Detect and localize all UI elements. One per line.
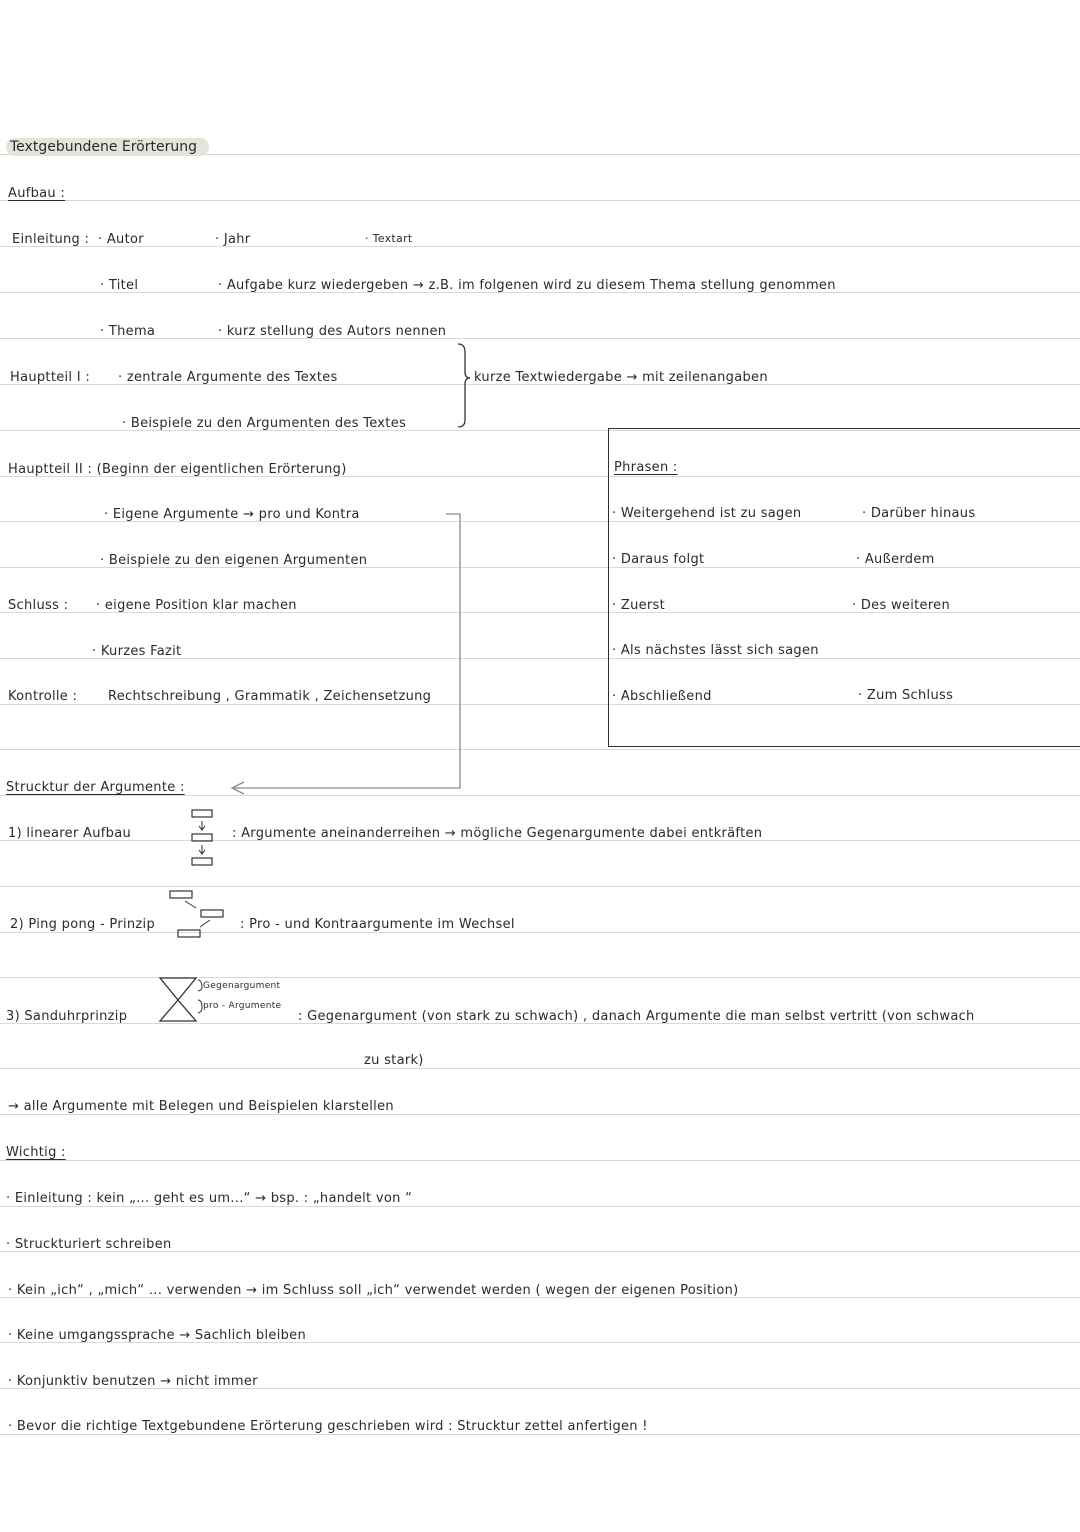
wichtig-item: · Struckturiert schreiben [6, 1237, 172, 1252]
phrasen-heading: Phrasen : [614, 460, 678, 475]
struktur-item-text: : Pro - und Kontraargumente im Wechsel [240, 917, 515, 932]
einleitung-autor: · Autor [98, 232, 144, 247]
struktur-note: → alle Argumente mit Belegen und Beispielen klarstellen [8, 1099, 394, 1114]
wichtig-heading: Wichtig : [6, 1145, 66, 1160]
linear-diagram [192, 810, 212, 865]
schluss-item: · Kurzes Fazit [92, 644, 182, 659]
aufbau-heading: Aufbau : [8, 186, 66, 201]
kontrolle-text: Rechtschreibung , Grammatik , Zeichensetzung [108, 689, 432, 704]
phrase-item: · Als nächstes lässt sich sagen [612, 643, 819, 658]
phrase-item: · Zuerst [612, 598, 666, 613]
phrase-item: · Daraus folgt [612, 552, 705, 567]
wichtig-item: · Kein „ich“ , „mich“ ... verwenden → im Schluss soll „ich“ verwendet werden ( wegen der eigenen Position) [8, 1283, 739, 1298]
hauptteil2-item: · Eigene Argumente → pro und Kontra [104, 507, 360, 522]
sanduhr-label-gegen: Gegenargument [203, 981, 281, 991]
connector-line [234, 514, 460, 788]
struktur-item-text: : Argumente aneinanderreihen → mögliche Gegenargumente dabei entkräften [232, 826, 763, 841]
hauptteil1-bracket [458, 344, 470, 427]
hauptteil2-item: · Beispiele zu den eigenen Argumenten [100, 553, 368, 568]
hauptteil2-label: Hauptteil II : (Beginn der eigentlichen Erörterung) [8, 462, 347, 477]
page-title: Textgebundene Erörterung [6, 138, 209, 156]
schluss-label: Schluss : [8, 598, 69, 613]
phrase-item: · Darüber hinaus [862, 506, 976, 521]
struktur-item-label: 1) linearer Aufbau [8, 826, 132, 841]
einleitung-label: Einleitung : [12, 232, 90, 247]
pingpong-diagram [170, 891, 223, 937]
phrase-item: · Des weiteren [852, 598, 951, 613]
einleitung-jahr: · Jahr [215, 232, 251, 247]
wichtig-item: · Konjunktiv benutzen → nicht immer [8, 1374, 258, 1389]
hauptteil1-item: · Beispiele zu den Argumenten des Textes [122, 416, 407, 431]
hourglass-diagram [160, 978, 202, 1021]
einleitung-titel: · Titel [100, 278, 139, 293]
einleitung-textart: · Textart [365, 232, 413, 245]
struktur-item-label: 3) Sanduhrprinzip [6, 1009, 128, 1024]
struktur-item-label: 2) Ping pong - Prinzip [10, 917, 156, 932]
phrase-item: · Außerdem [856, 552, 935, 567]
phrase-item: · Abschließend [612, 689, 712, 704]
struktur-item-text: : Gegenargument (von stark zu schwach) , danach Argumente die man selbst vertritt (von schwach [298, 1009, 975, 1024]
einleitung-aufgabe: · Aufgabe kurz wiedergeben → z.B. im folgenen wird zu diesem Thema stellung genommen [218, 278, 836, 293]
struktur-item-text-cont: zu stark) [364, 1053, 424, 1068]
wichtig-item: · Bevor die richtige Textgebundene Erörterung geschrieben wird : Strucktur zettel anfertigen ! [8, 1419, 648, 1434]
hauptteil1-item: · zentrale Argumente des Textes [118, 370, 338, 385]
wichtig-item: · Einleitung : kein „... geht es um...“ → bsp. : „handelt von “ [6, 1191, 413, 1206]
kontrolle-label: Kontrolle : [8, 689, 78, 704]
wichtig-item: · Keine umgangssprache → Sachlich bleiben [8, 1328, 306, 1343]
phrase-item: · Zum Schluss [858, 688, 954, 703]
hauptteil1-bracket-note: kurze Textwiedergabe → mit zeilenangaben [474, 370, 768, 385]
einleitung-stellung: · kurz stellung des Autors nennen [218, 324, 447, 339]
struktur-heading: Strucktur der Argumente : [6, 780, 185, 795]
hauptteil1-label: Hauptteil I : [10, 370, 91, 385]
phrase-item: · Weitergehend ist zu sagen [612, 506, 802, 521]
sanduhr-label-pro: pro - Argumente [203, 1001, 282, 1011]
schluss-item: · eigene Position klar machen [96, 598, 297, 613]
einleitung-thema: · Thema [100, 324, 156, 339]
